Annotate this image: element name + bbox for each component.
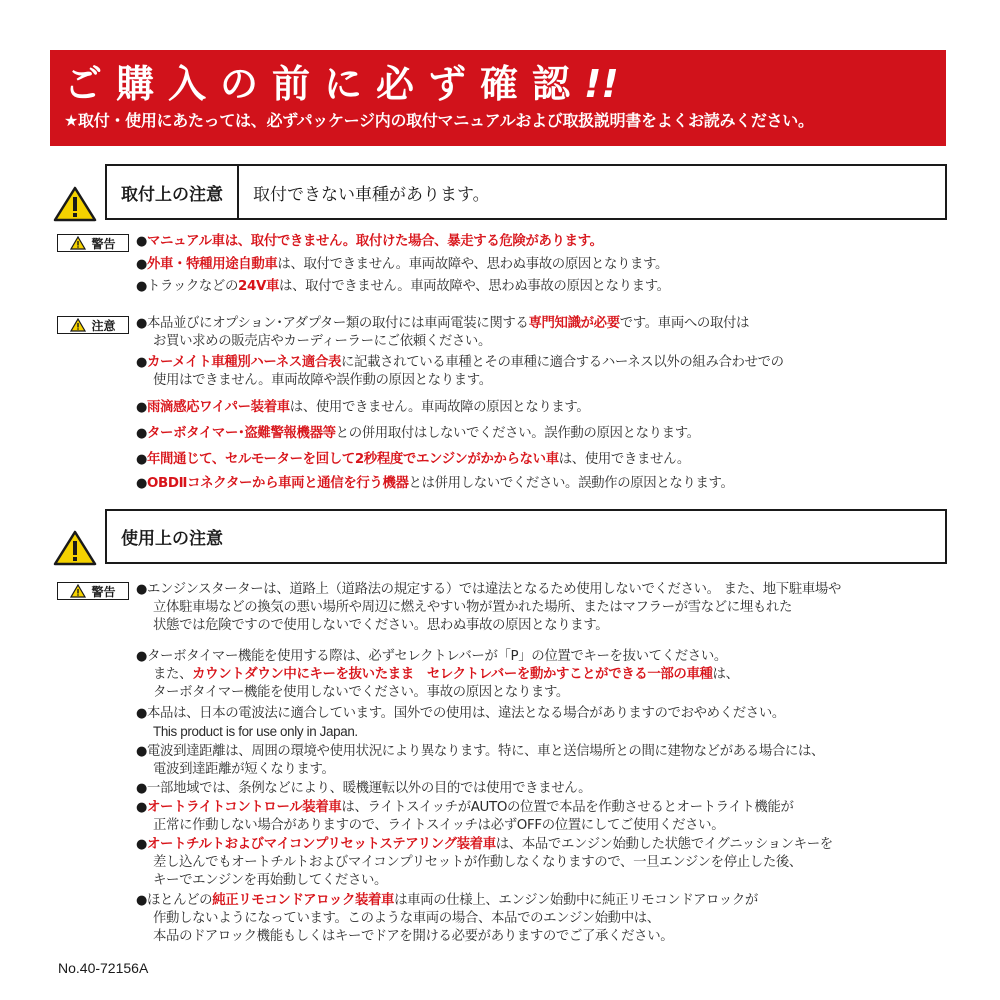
caution-badge-label: 注意 <box>91 318 116 333</box>
header-banner <box>50 50 946 146</box>
banner-title <box>64 60 946 108</box>
list-item: ●オートチルトおよびマイコンプリセットステアリング装着車は、本品でエンジン始動した状態でイグニッションキーを 差し込んでもオートチルトおよびマイコンプリセットが作動しなくなりますので、一旦エンジンを停止した後、 キーでエンジンを再始動してください。 <box>136 837 833 888</box>
warning-triangle-icon <box>70 236 86 250</box>
list-item: ●電波到達距離は、周囲の環境や使用状況により異なります。特に、車と送信場所との間に建物などがある場合には、 電波到達距離が短くなります。 <box>136 744 825 777</box>
banner-exclaim: !! <box>584 62 619 106</box>
list-item: ●外車・特種用途自動車は、取付できません。車両故障や、思わぬ事故の原因となります。 <box>136 257 669 272</box>
list-item: ●マニュアル車は、取付できません。取付けた場合、暴走する危険があります。 <box>136 234 603 249</box>
banner-title-text: ご購入の前に必ず確認 <box>64 62 585 106</box>
list-item: ●雨滴感応ワイパー装着車は、使用できません。車両故障の原因となります。 <box>136 400 590 415</box>
list-item: ●ターボタイマー･盗難警報機器等との併用取付はしないでください。誤作動の原因となります。 <box>136 426 700 441</box>
install-notice-box <box>105 164 947 220</box>
usage-notice-heading: 使用上の注意 <box>121 529 223 549</box>
warning-triangle-icon <box>53 530 97 566</box>
list-item: ●ほとんどの純正リモコンドアロック装着車は車両の仕様上、エンジン始動中に純正リモコンドアロックが 作動しないようになっています。このような車両の場合、本品でのエンジン始動中は、 本品のドアロック機能もしくはキーでドアを開ける必要がありますのでご了承ください。 <box>136 893 758 944</box>
warning-badge <box>57 234 129 252</box>
warning-triangle-icon <box>53 186 97 222</box>
install-notice-heading: 取付上の注意 <box>121 184 223 205</box>
list-item: ●エンジンスターターは、道路上（道路法の規定する）では違法となるため使用しないでください。 また、地下駐車場や 立体駐車場などの換気の悪い場所や周辺に燃えやすい物が置かれた場所、またはマフラーが雪などに埋もれた 状態では危険ですので使用しないでください。思わぬ事故の原因となります。 <box>136 582 841 633</box>
list-item: ●本品並びにオプション･アダプター類の取付には車両電装に関する専門知識が必要です。車両への取付は お買い求めの販売店やカーディーラーにご依頼ください。 <box>136 316 750 349</box>
model-number: No.40-72156A <box>58 960 149 976</box>
list-item: ●本品は、日本の電波法に適合しています。国外での使用は、違法となる場合がありますのでおやめください。 This product is for use only in Japan. <box>136 706 785 739</box>
list-item: ●OBDⅡコネクターから車両と通信を行う機器とは併用しないでください。誤動作の原因となります。 <box>136 476 734 491</box>
usage-notice-box <box>105 509 947 564</box>
banner-subtitle: ★取付・使用にあたっては、必ずパッケージ内の取付マニュアルおよび取扱説明書をよくお読みください。 <box>64 111 814 130</box>
list-item: ●ターボタイマー機能を使用する際は、必ずセレクトレバーが「P」の位置でキーを抜いてください。 また、カウントダウン中にキーを抜いたまま セレクトレバーを動かすことができる一部の車種は、 ターボタイマー機能を使用しないでください。事故の原因となります。 <box>136 649 739 700</box>
list-item: ●トラックなどの24V車は、取付できません。車両故障や、思わぬ事故の原因となります。 <box>136 279 670 294</box>
install-notice-subheading: 取付できない車種があります。 <box>253 184 490 205</box>
list-item: ●オートライトコントロール装着車は、ライトスイッチがAUTOの位置で本品を作動させるとオートライト機能が 正常に作動しない場合がありますので、ライトスイッチは必ずOFFの位置にしてご使用ください。 <box>136 800 794 833</box>
list-item: ●カーメイト車種別ハーネス適合表に記載されている車種とその車種に適合するハーネス以外の組み合わせでの 使用はできません。車両故障や誤作動の原因となります。 <box>136 355 784 388</box>
list-item: ●一部地域では、条例などにより、暖機運転以外の目的では使用できません。 <box>136 781 592 796</box>
list-item: ●年間通じて、セルモーターを回して2秒程度でエンジンがかからない車は、使用できません。 <box>136 452 690 467</box>
warning-badge-label: 警告 <box>91 584 116 599</box>
caution-badge <box>57 316 129 334</box>
warning-badge-label: 警告 <box>91 236 116 251</box>
warning-badge <box>57 582 129 600</box>
warning-triangle-icon <box>70 584 86 598</box>
warning-triangle-icon <box>70 318 86 332</box>
